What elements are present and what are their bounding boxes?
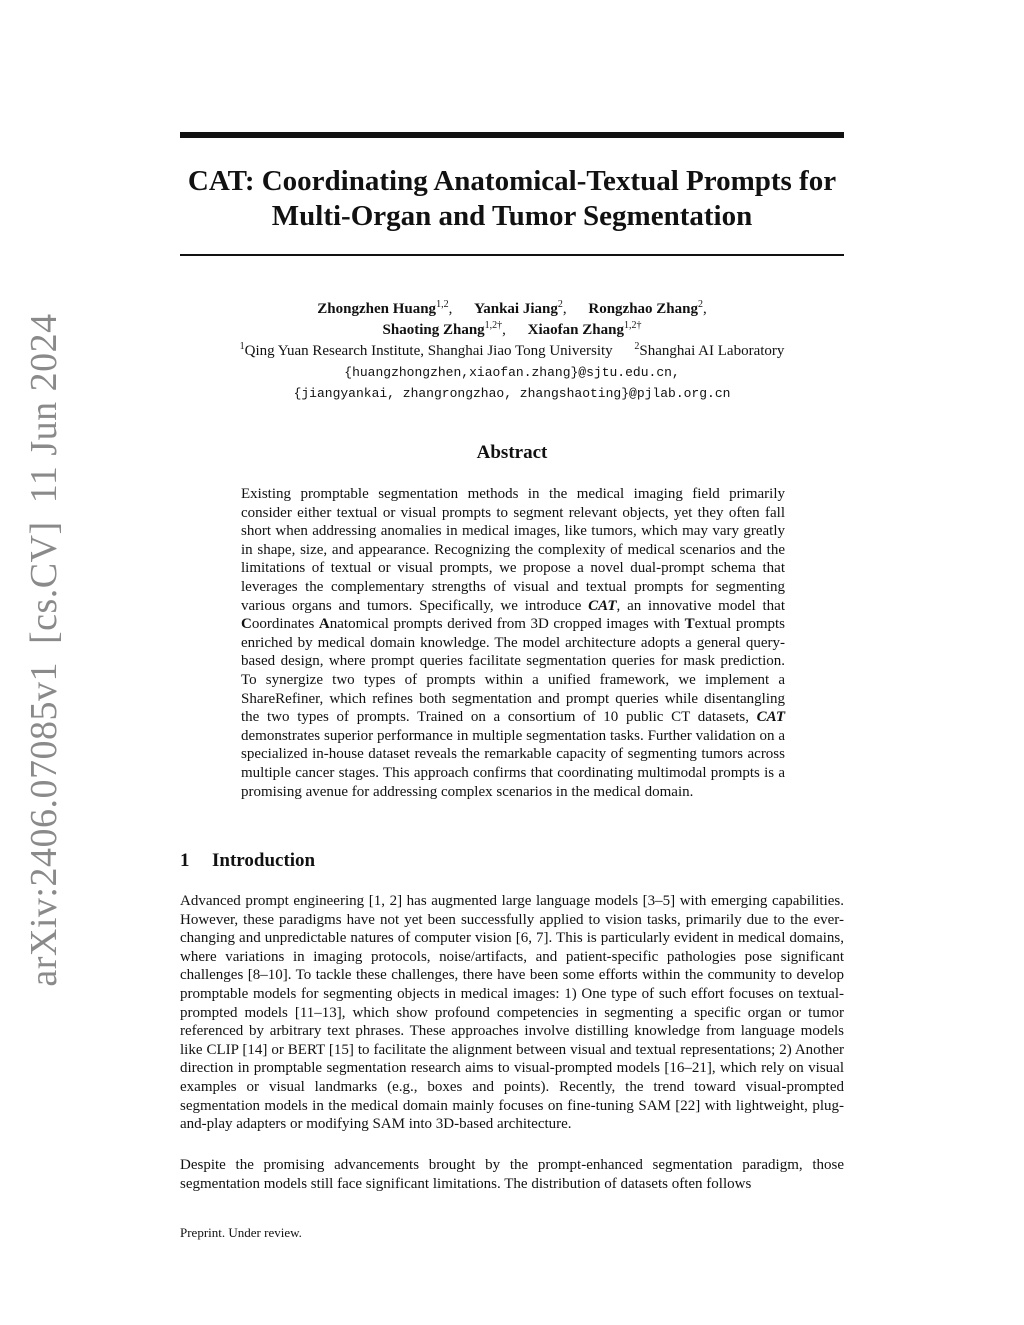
author-name: Zhongzhen Huang [317, 301, 437, 317]
intro-paragraph-1: Advanced prompt engineering [1, 2] has augmented large language models [3–5] with emerging capabilities. However, these paradigms have not yet been successfully applied to vision tasks, primarily due to the ever-changing and unpredictable natures of computer vision [6, 7]. This is particularly evident in medical domains, where variations in imaging protocols, noise/artifacts, and patient-specific pathologies pose significant challenges [8–10]. To tackle these challenges, there have been some efforts within the community to develop promptable models for segmenting objects in medical images: 1) One type of such effort focuses on textual-prompted models [11–13], which show profound competencies in segmenting a specific organ or tumor referenced by arbitrary text phrases. These approaches involve distilling knowledge from language models like CLIP [14] or BERT [15] to facilitate the alignment between visual and textual representations; 2) Another direction in promptable segmentation research aims to visual-prompted models [16–21], which rely on visual examples or visual landmarks (e.g., boxes and points). Recently, the trend toward visual-prompted segmentation models in the medical domain mainly focuses on fine-tuning SAM [22] with lightweight, plug-and-play adapters or modifying SAM into 3D-based architecture. [180, 893, 844, 1133]
affiliation-2: Shanghai AI Laboratory [639, 343, 785, 359]
title-line-1: CAT: Coordinating Anatomical-Textual Prompts for [187, 165, 837, 197]
section-title-text: Introduction [212, 850, 316, 871]
author-name: Shaoting Zhang [382, 322, 485, 338]
affiliation-1: Qing Yuan Research Institute, Shanghai Jiao Tong University [244, 343, 613, 359]
author-name: Yankai Jiang [474, 301, 558, 317]
title-top-rule [180, 132, 844, 138]
section-heading-introduction [180, 850, 315, 872]
author-name: Xiaofan Zhang [527, 322, 624, 338]
section-number: 1 [180, 850, 190, 871]
author-affil-sup: 1,2† [484, 320, 503, 331]
preprint-footer: Preprint. Under review. [180, 1225, 302, 1240]
paper-title [180, 164, 844, 234]
author-line-1: Zhongzhen Huang$^{1,2}$, Yankai Jiang$^2$, Rongzhao Zhang$^2$, [317, 299, 707, 317]
abstract-body: Existing promptable segmentation methods in the medical imaging field primarily consider either textual or visual prompts to segment relevant objects, yet they often fall short when addressing anomalies in medical images, like tumors, which may vary greatly in shape, size, and appearance. Recognizing the complexity of medical scenarios and the limitations of textual or visual prompts, we propose a novel dual-prompt schema that leverages the complementary strengths of visual and textual prompts for segmenting various organs and tumors. Specifically, we introduce CAT, an innovative model that Coordinates Anatomical prompts derived from 3D cropped images with Textual prompts enriched by medical domain knowledge. The model architecture adopts a general query-based design, where prompt queries facilitate segmentation queries for mask prediction. To synergize two types of prompts within a unified framework, we implement a ShareRefiner, which refines both segmentation and prompt queries while disentangling the two types of prompts. Trained on a consortium of 10 public CT datasets, CAT demonstrates superior performance in multiple segmentation tasks. Further validation on a specialized in-house dataset reveals the remarkable capacity of segmenting tumors across multiple cancer stages. This approach confirms that coordinating multimodal prompts is a promising avenue for addressing complex scenarios in the medical domain. [241, 486, 786, 800]
arxiv-date: 11 Jun 2024 [23, 313, 65, 504]
author-affil-sup: 2 [557, 299, 563, 310]
email-line-2[interactable]: {jiangyankai, zhangrongzhao, zhangshaoting}@pjlab.org.cn [293, 386, 731, 401]
author-affil-sup: 2 [697, 299, 703, 310]
title-bottom-rule [180, 254, 844, 256]
author-block [180, 299, 844, 404]
arxiv-category: [cs.CV] [23, 521, 65, 645]
affiliations-line: $^1$Qing Yuan Research Institute, Shanghai Jiao Tong University $^2$Shanghai AI Laboratory [239, 341, 785, 359]
author-affil-sup: 1,2 [436, 299, 449, 310]
author-affil-sup: 1,2† [623, 320, 642, 331]
title-line-2: Multi-Organ and Tumor Segmentation [271, 200, 753, 232]
author-line-2: Shaoting Zhang$^{1,2\dagger}$, Xiaofan Zhang$^{1,2\dagger}$ [382, 320, 642, 338]
abstract-heading: Abstract [476, 442, 548, 463]
arxiv-side-stamp [22, 304, 66, 995]
author-name: Rongzhao Zhang [588, 301, 698, 317]
model-name-cat: CAT [588, 597, 617, 614]
arxiv-id[interactable]: arXiv:2406.07085v1 [23, 662, 65, 987]
intro-paragraph-2: Despite the promising advancements brought by the prompt-enhanced segmentation paradigm, those segmentation models still face significant limitations. The distribution of datasets often follows [180, 1157, 844, 1192]
email-line-1[interactable]: {huangzhongzhen,xiaofan.zhang}@sjtu.edu.cn, [344, 365, 680, 380]
model-name-cat: CAT [756, 709, 785, 726]
